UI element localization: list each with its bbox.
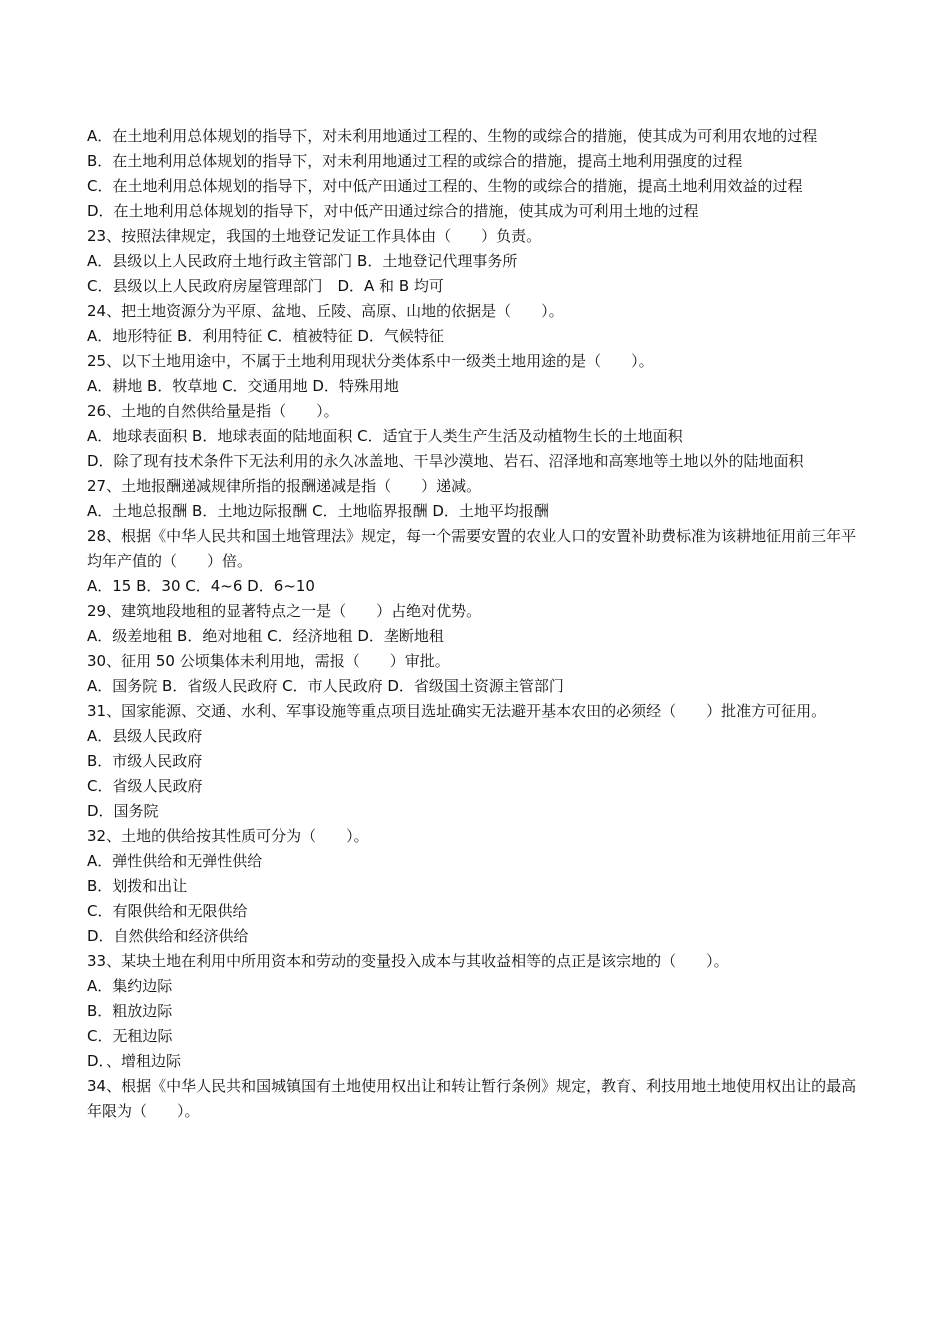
option-line: D．自然供给和经济供给	[87, 927, 249, 945]
question-line: 26、土地的自然供给量是指（ ）。	[87, 402, 339, 420]
question-line: 29、建筑地段地租的显著特点之一是（ ）占绝对优势。	[87, 602, 482, 620]
option-line: B．划拨和出让	[87, 877, 188, 895]
question-line: 33、某块土地在利用中所用资本和劳动的变量投入成本与其收益相等的点正是该宗地的（ ）。	[87, 952, 729, 970]
option-line: D．除了现有技术条件下无法利用的永久冰盖地、干旱沙漠地、岩石、沼泽地和高寒地等土地以外的陆地面积	[87, 452, 804, 470]
option-line: C．省级人民政府	[87, 777, 203, 795]
option-line: A．国务院 B．省级人民政府 C．市人民政府 D．省级国土资源主管部门	[87, 677, 564, 695]
question-line: 28、根据《中华人民共和国土地管理法》规定，每一个需要安置的农业人口的安置补助费标准为该耕地征用前三年平均年产值的（ ）倍。	[87, 527, 857, 570]
option-line: B．粗放边际	[87, 1002, 173, 1020]
option-line: D．、增租边际	[87, 1052, 182, 1070]
option-line: A．集约边际	[87, 977, 173, 995]
option-line: A．县级以上人民政府土地行政主管部门 B．土地登记代理事务所	[87, 252, 518, 270]
question-line: 31、国家能源、交通、水利、军事设施等重点项目选址确实无法避开基本农田的必须经（ ）批准方可征用。	[87, 702, 827, 720]
option-line: A．耕地 B．牧草地 C．交通用地 D．特殊用地	[87, 377, 399, 395]
option-line: A．15 B．30 C．4~6 D．6~10	[87, 577, 315, 595]
option-line: A．级差地租 B．绝对地租 C．经济地租 D．垄断地租	[87, 627, 444, 645]
option-line: A．地球表面积 B．地球表面的陆地面积 C．适宜于人类生产生活及动植物生长的土地面积	[87, 427, 683, 445]
question-line: 32、土地的供给按其性质可分为（ ）。	[87, 827, 369, 845]
option-line: A．在土地利用总体规划的指导下，对未利用地通过工程的、生物的或综合的措施，使其成为可利用农地的过程	[87, 127, 818, 145]
question-line: 23、按照法律规定，我国的土地登记发证工作具体由（ ）负责。	[87, 227, 542, 245]
option-line: C．县级以上人民政府房屋管理部门 D．A 和 B 均可	[87, 277, 444, 295]
document-page	[87, 124, 865, 1124]
option-line: D．国务院	[87, 802, 159, 820]
option-line: B．市级人民政府	[87, 752, 203, 770]
option-line: C．在土地利用总体规划的指导下，对中低产田通过工程的、生物的或综合的措施，提高土地利用效益的过程	[87, 177, 803, 195]
option-line: C．无租边际	[87, 1027, 173, 1045]
option-line: A．县级人民政府	[87, 727, 203, 745]
option-line: D．在土地利用总体规划的指导下，对中低产田通过综合的措施，使其成为可利用土地的过程	[87, 202, 699, 220]
question-line: 25、以下土地用途中，不属于土地利用现状分类体系中一级类土地用途的是（ ）。	[87, 352, 654, 370]
option-line: A．地形特征 B．利用特征 C．植被特征 D．气候特征	[87, 327, 444, 345]
option-line: B．在土地利用总体规划的指导下，对未利用地通过工程的或综合的措施，提高土地利用强度的过程	[87, 152, 743, 170]
question-line: 34、根据《中华人民共和国城镇国有土地使用权出让和转让暂行条例》规定，教育、利技用地土地使用权出让的最高年限为（ ）。	[87, 1077, 857, 1120]
question-line: 30、征用 50 公顷集体未利用地，需报（ ）审批。	[87, 652, 450, 670]
option-line: A．土地总报酬 B．土地边际报酬 C．土地临界报酬 D．土地平均报酬	[87, 502, 549, 520]
question-line: 24、把土地资源分为平原、盆地、丘陵、高原、山地的依据是（ ）。	[87, 302, 564, 320]
option-line: A．弹性供给和无弹性供给	[87, 852, 263, 870]
option-line: C．有限供给和无限供给	[87, 902, 248, 920]
question-line: 27、土地报酬递减规律所指的报酬递减是指（ ）递减。	[87, 477, 482, 495]
